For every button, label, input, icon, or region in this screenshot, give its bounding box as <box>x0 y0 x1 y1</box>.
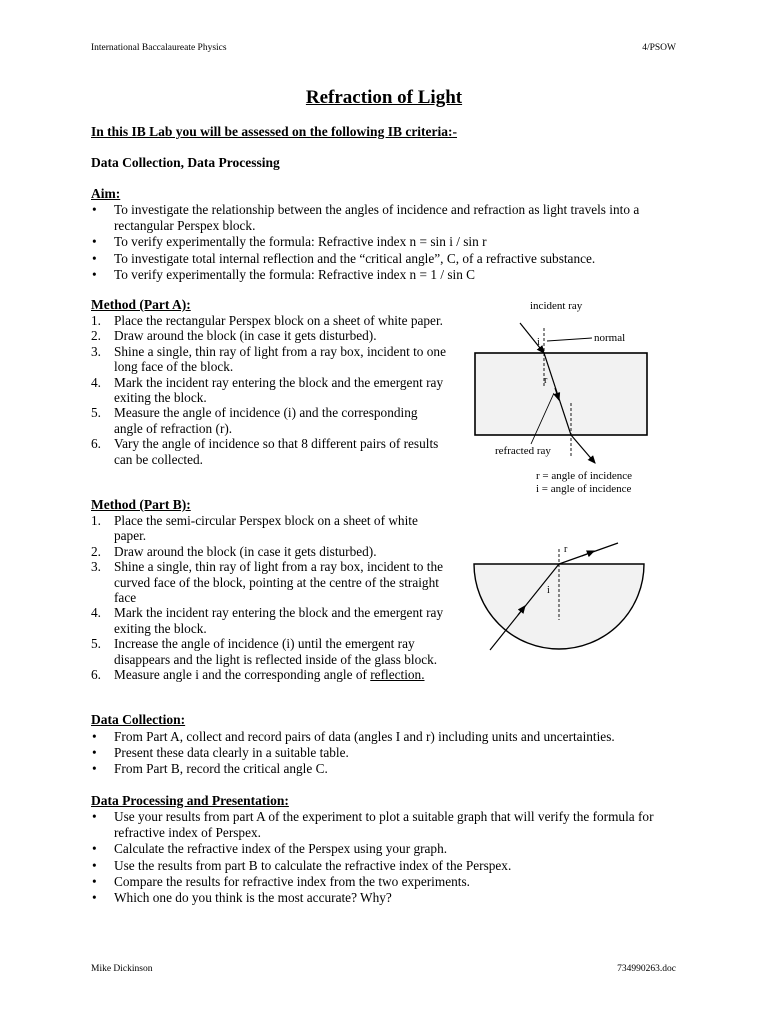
step-number: 6. <box>91 436 101 452</box>
step-number: 5. <box>91 636 101 652</box>
footer-right: 734990263.doc <box>617 964 676 974</box>
data-processing-heading: Data Processing and Presentation: <box>91 793 289 808</box>
method-b-list <box>91 513 447 682</box>
angle-r-label: r <box>544 375 548 386</box>
method-b-heading: Method (Part B): <box>91 497 191 512</box>
step-text: Increase the angle of incidence (i) until the emergent ray disappears and the light is reflected inside of the glass block. <box>114 636 438 667</box>
method-a-step <box>91 375 447 406</box>
method-a-step <box>91 436 447 467</box>
angle-i-label: i <box>537 337 540 348</box>
step-number: 2. <box>91 543 101 559</box>
header-right: 4/PSOW <box>642 43 676 53</box>
aim-item: • To verify experimentally the formula: Refractive index n = sin i / sin r <box>91 234 691 250</box>
aim-item: • To verify experimentally the formula: Refractive index n = 1 / sin C <box>91 267 691 283</box>
step-number: 2. <box>91 328 101 344</box>
aim-list <box>91 202 691 283</box>
method-b-step <box>91 636 447 667</box>
emergent-ray <box>571 435 595 463</box>
method-a-step <box>91 405 447 436</box>
aim-item: • To investigate total internal reflection and the “critical angle”, C, of a refractive substance. <box>91 251 691 267</box>
method-a-step <box>91 328 447 343</box>
criteria-heading: In this IB Lab you will be assessed on the following IB criteria:- <box>91 124 458 139</box>
method-b-step <box>91 559 447 605</box>
data-processing-item: • Compare the results for refractive index from the two experiments. <box>91 874 691 890</box>
step-number: 5. <box>91 405 101 421</box>
normal-pointer-line <box>547 338 592 341</box>
step-text: Place the semi-circular Perspex block on a sheet of white paper. <box>114 513 418 544</box>
incident-ray-label: incident ray <box>530 300 583 312</box>
step-number: 4. <box>91 605 101 621</box>
step-text: Place the rectangular Perspex block on a sheet of white paper. <box>114 313 443 328</box>
criteria-text: Data Collection, Data Processing <box>91 155 280 170</box>
normal-label: normal <box>594 332 626 344</box>
step-text: Shine a single, thin ray of light from a ray box, incident to the curved face of the block, pointing at the centre of the straight face <box>114 559 444 606</box>
step-number: 1. <box>91 513 101 528</box>
emergent-ray-arrow <box>582 551 594 556</box>
angle-i-label: i <box>547 585 550 596</box>
footer-left: Mike Dickinson <box>91 964 153 974</box>
incident-ray <box>520 323 544 353</box>
step-number: 6. <box>91 667 101 683</box>
refracted-ray-label: refracted ray <box>495 445 551 457</box>
data-processing-item: • Use your results from part A of the experiment to plot a suitable graph that will verify the formula for refractive index of Perspex. <box>91 809 691 841</box>
step-number: 3. <box>91 343 101 359</box>
step-text: Mark the incident ray entering the block and the emergent ray exiting the block. <box>114 605 444 636</box>
data-processing-list <box>91 809 691 906</box>
method-b-step <box>91 605 447 636</box>
aim-item: • To investigate the relationship between the angles of incidence and refraction as light travels into a rectangular Perspex block. <box>91 202 691 234</box>
step-text: Vary the angle of incidence so that 8 different pairs of results can be collected. <box>114 436 439 467</box>
data-collection-item: • Present these data clearly in a suitable table. <box>91 745 691 761</box>
angle-r-label: r <box>564 544 568 555</box>
method-a-heading: Method (Part A): <box>91 297 191 312</box>
step-text: Draw around the block (in case it gets disturbed). <box>114 543 377 559</box>
step-text: Measure angle i and the corresponding angle of <box>114 667 371 683</box>
method-a-step <box>91 344 447 375</box>
aim-heading: Aim: <box>91 186 121 201</box>
step-number: 1. <box>91 313 101 328</box>
method-b-step <box>91 544 447 559</box>
perspex-block-rect <box>475 353 647 435</box>
page-title: Refraction of Light <box>305 87 463 108</box>
data-collection-item: • From Part A, collect and record pairs of data (angles I and r) including units and uncertainties. <box>91 729 691 745</box>
data-collection-list <box>91 729 691 778</box>
step-text: Shine a single, thin ray of light from a ray box, incident to one long face of the block. <box>114 343 446 375</box>
reflection-word: reflection. <box>370 667 425 683</box>
diagram-rectangular-block <box>470 295 670 500</box>
data-processing-item: • Calculate the refractive index of the Perspex using your graph. <box>91 841 691 857</box>
step-text: Measure the angle of incidence (i) and the corresponding angle of refraction (r). <box>114 405 418 436</box>
data-processing-item: • Use the results from part B to calculate the refractive index of the Perspex. <box>91 858 691 874</box>
step-text: Mark the incident ray entering the block and the emergent ray exiting the block. <box>114 374 444 406</box>
data-collection-item: • From Part B, record the critical angle C. <box>91 761 691 777</box>
step-number: 4. <box>91 374 101 390</box>
method-a-list <box>91 313 447 467</box>
legend-i: i = angle of incidence <box>536 483 632 495</box>
data-collection-heading: Data Collection: <box>91 712 186 727</box>
legend-r: r = angle of incidence <box>536 470 632 482</box>
step-text: Draw around the block (in case it gets disturbed). <box>114 328 377 344</box>
header-left: International Baccalaureate Physics <box>91 43 227 53</box>
method-b-step <box>91 513 447 544</box>
method-a-step <box>91 313 447 328</box>
method-b-step <box>91 667 447 682</box>
data-processing-item: • Which one do you think is the most accurate? Why? <box>91 890 691 906</box>
step-number: 3. <box>91 559 101 575</box>
diagram-semicircular-block <box>470 535 650 660</box>
